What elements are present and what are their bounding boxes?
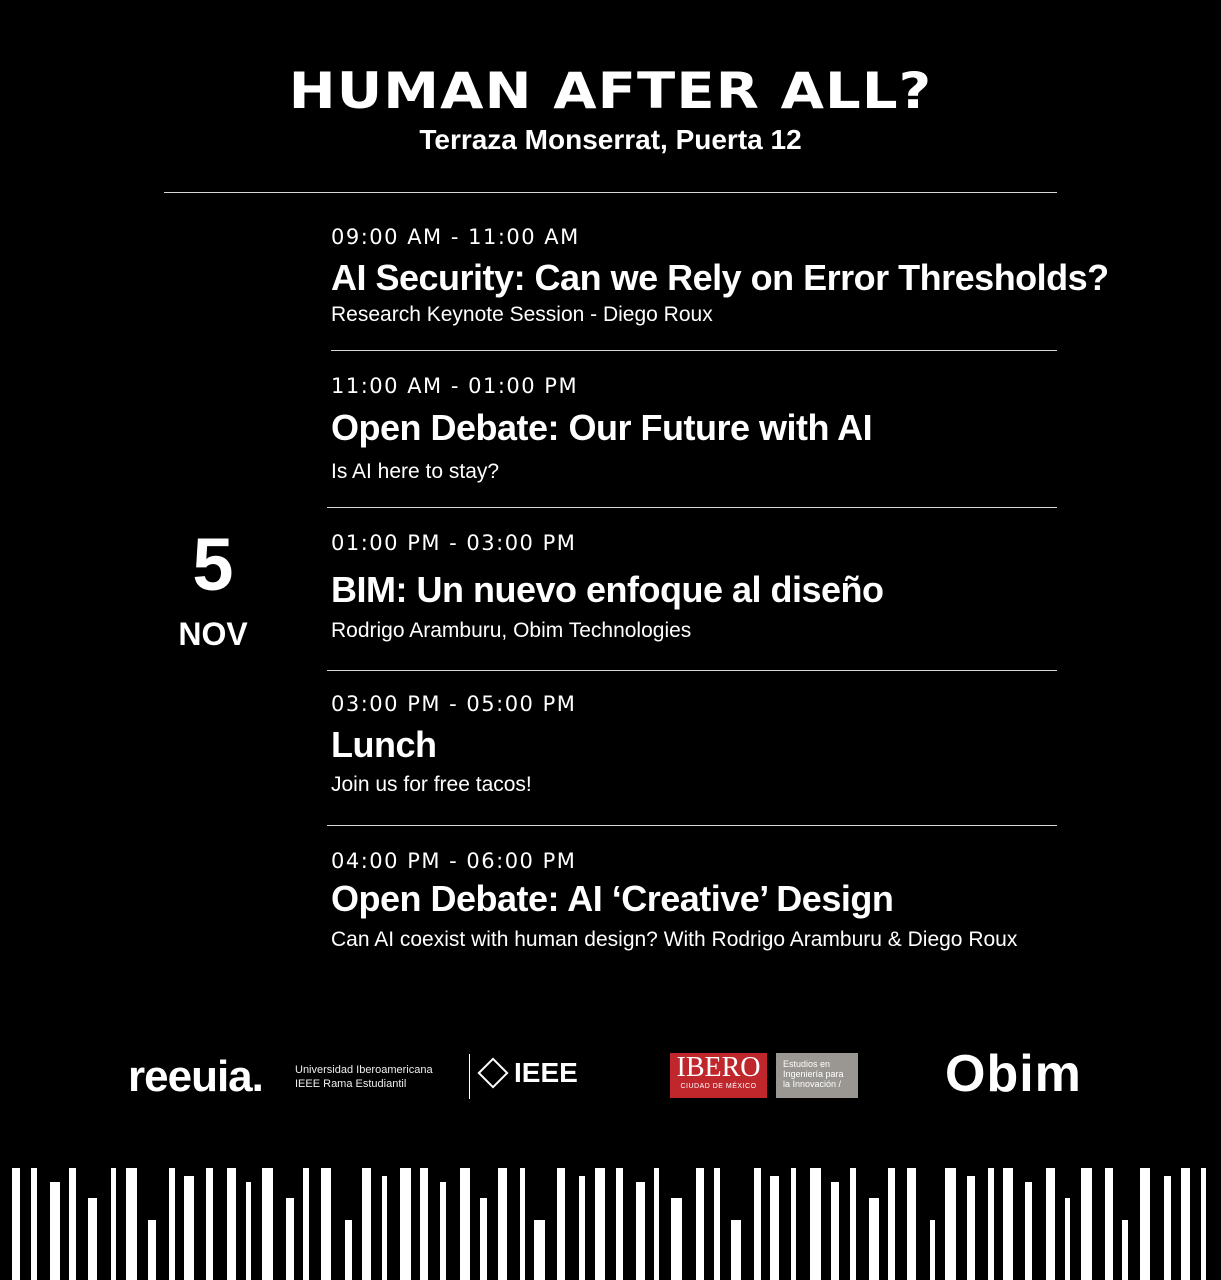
logo-separator	[469, 1054, 470, 1099]
barcode-stripe	[557, 1168, 565, 1280]
event-description: Is AI here to stay?	[331, 460, 500, 483]
date-day: 5	[192, 523, 234, 606]
ibero-department	[776, 1053, 858, 1098]
barcode-stripe	[286, 1198, 294, 1280]
barcode-stripe	[869, 1198, 879, 1280]
barcode-stripe	[1065, 1198, 1070, 1280]
barcode-stripe	[988, 1168, 994, 1280]
header-divider	[164, 192, 1057, 193]
schedule-item	[331, 533, 1057, 554]
obim-logo: Obim	[945, 1045, 1082, 1103]
barcode-stripe	[1164, 1176, 1171, 1280]
reeuia-logo: reeuia.	[128, 1052, 263, 1101]
barcode-stripe	[1081, 1168, 1092, 1280]
barcode-stripe	[850, 1168, 856, 1280]
barcode-stripe	[12, 1168, 20, 1280]
event-description: Join us for free tacos!	[331, 773, 532, 796]
barcode-stripe	[362, 1168, 371, 1280]
ieee-diamond-icon	[477, 1057, 508, 1088]
barcode-stripe	[169, 1168, 175, 1280]
barcode-stripe	[654, 1168, 659, 1280]
schedule-divider	[327, 507, 1057, 508]
schedule-item	[331, 694, 1057, 715]
barcode-stripe	[967, 1176, 975, 1280]
barcode-stripe	[246, 1182, 251, 1280]
sponsor-logos	[0, 1040, 1221, 1110]
reeuia-line1: Universidad Iberoamericana	[295, 1064, 433, 1076]
schedule-item	[331, 851, 1057, 872]
barcode-stripe	[791, 1168, 796, 1280]
barcode-stripe	[382, 1176, 387, 1280]
barcode-stripe	[907, 1168, 916, 1280]
barcode-stripe	[1140, 1168, 1150, 1280]
barcode-stripe	[770, 1176, 779, 1280]
barcode-stripe	[345, 1220, 352, 1280]
ieee-wordmark: IEEE	[514, 1057, 578, 1088]
barcode-stripe	[930, 1220, 935, 1280]
barcode-stripe	[184, 1176, 194, 1280]
event-time: 04:00 PM - 06:00 PM	[331, 849, 577, 873]
event-name: BIM: Un nuevo enfoque al diseño	[331, 569, 884, 610]
event-name: Open Debate: Our Future with AI	[331, 407, 873, 448]
barcode-stripe	[498, 1168, 507, 1280]
barcode-stripe	[440, 1182, 446, 1280]
event-time: 01:00 PM - 03:00 PM	[331, 531, 577, 555]
schedule-item	[331, 376, 1057, 397]
schedule-item	[331, 227, 1057, 248]
ibero-logo	[670, 1053, 767, 1098]
barcode-stripe	[831, 1182, 839, 1280]
schedule-divider	[327, 825, 1057, 826]
barcode-stripe	[303, 1168, 309, 1280]
barcode-stripe	[888, 1168, 895, 1280]
barcode-stripe	[696, 1168, 704, 1280]
event-description: Can AI coexist with human design? With Rodrigo Aramburu & Diego Roux	[331, 928, 1018, 951]
barcode-stripe	[69, 1168, 76, 1280]
event-description: Research Keynote Session - Diego Roux	[331, 303, 713, 326]
barcode-stripe	[206, 1168, 213, 1280]
barcode-stripe	[420, 1168, 428, 1280]
event-name: AI Security: Can we Rely on Error Thresholds?	[331, 257, 1109, 298]
barcode-stripe	[480, 1198, 487, 1280]
ibero-dept-line3: la Innovación /	[783, 1079, 842, 1089]
barcode-stripe	[1181, 1168, 1190, 1280]
reeuia-line2: IEEE Rama Estudiantil	[295, 1078, 407, 1090]
event-title: HUMAN AFTER ALL?	[288, 62, 933, 120]
schedule-divider	[331, 350, 1057, 351]
barcode-stripe	[616, 1168, 623, 1280]
schedule-divider	[327, 670, 1057, 671]
barcode-stripe	[595, 1168, 605, 1280]
barcode-stripe	[945, 1168, 956, 1280]
barcode-stripe	[227, 1168, 236, 1280]
barcode-stripe	[460, 1168, 470, 1280]
venue-label: Terraza Monserrat, Puerta 12	[419, 124, 802, 155]
barcode-stripe	[1025, 1182, 1032, 1280]
ibero-wordmark: IBERO	[676, 1052, 761, 1083]
barcode-stripe	[126, 1168, 137, 1280]
barcode-stripe	[88, 1198, 97, 1280]
barcode-stripe	[1046, 1168, 1055, 1280]
barcode-stripe	[579, 1176, 585, 1280]
barcode-decoration	[0, 1168, 1221, 1280]
event-name: Lunch	[331, 724, 437, 765]
event-time: 09:00 AM - 11:00 AM	[331, 225, 580, 249]
barcode-stripe	[1122, 1220, 1128, 1280]
event-time: 03:00 PM - 05:00 PM	[331, 692, 577, 716]
ibero-dept-line1: Estudios en	[783, 1059, 831, 1069]
barcode-stripe	[50, 1182, 60, 1280]
barcode-stripe	[520, 1168, 525, 1280]
ieee-logo	[482, 1057, 578, 1089]
reeuia-affiliation	[295, 1063, 433, 1091]
barcode-stripe	[714, 1168, 720, 1280]
barcode-stripe	[810, 1168, 821, 1280]
barcode-stripe	[400, 1168, 411, 1280]
barcode-stripe	[111, 1168, 116, 1280]
barcode-stripe	[754, 1168, 761, 1280]
event-time: 11:00 AM - 01:00 PM	[331, 374, 579, 398]
barcode-stripe	[1105, 1168, 1113, 1280]
ibero-city: CIUDAD DE MÉXICO	[680, 1083, 757, 1090]
date-month: NOV	[178, 616, 248, 652]
barcode-stripe	[731, 1220, 741, 1280]
barcode-stripe	[321, 1168, 331, 1280]
barcode-stripe	[636, 1182, 645, 1280]
ibero-dept-line2: Ingeniería para	[783, 1069, 844, 1079]
barcode-stripe	[31, 1168, 37, 1280]
barcode-stripe	[534, 1220, 545, 1280]
barcode-stripe	[1003, 1168, 1013, 1280]
barcode-stripe	[148, 1220, 156, 1280]
barcode-stripe	[1201, 1168, 1206, 1280]
event-name: Open Debate: AI ‘Creative’ Design	[331, 878, 894, 919]
barcode-stripe	[671, 1198, 682, 1280]
barcode-stripe	[262, 1168, 273, 1280]
event-description: Rodrigo Aramburu, Obim Technologies	[331, 619, 692, 642]
